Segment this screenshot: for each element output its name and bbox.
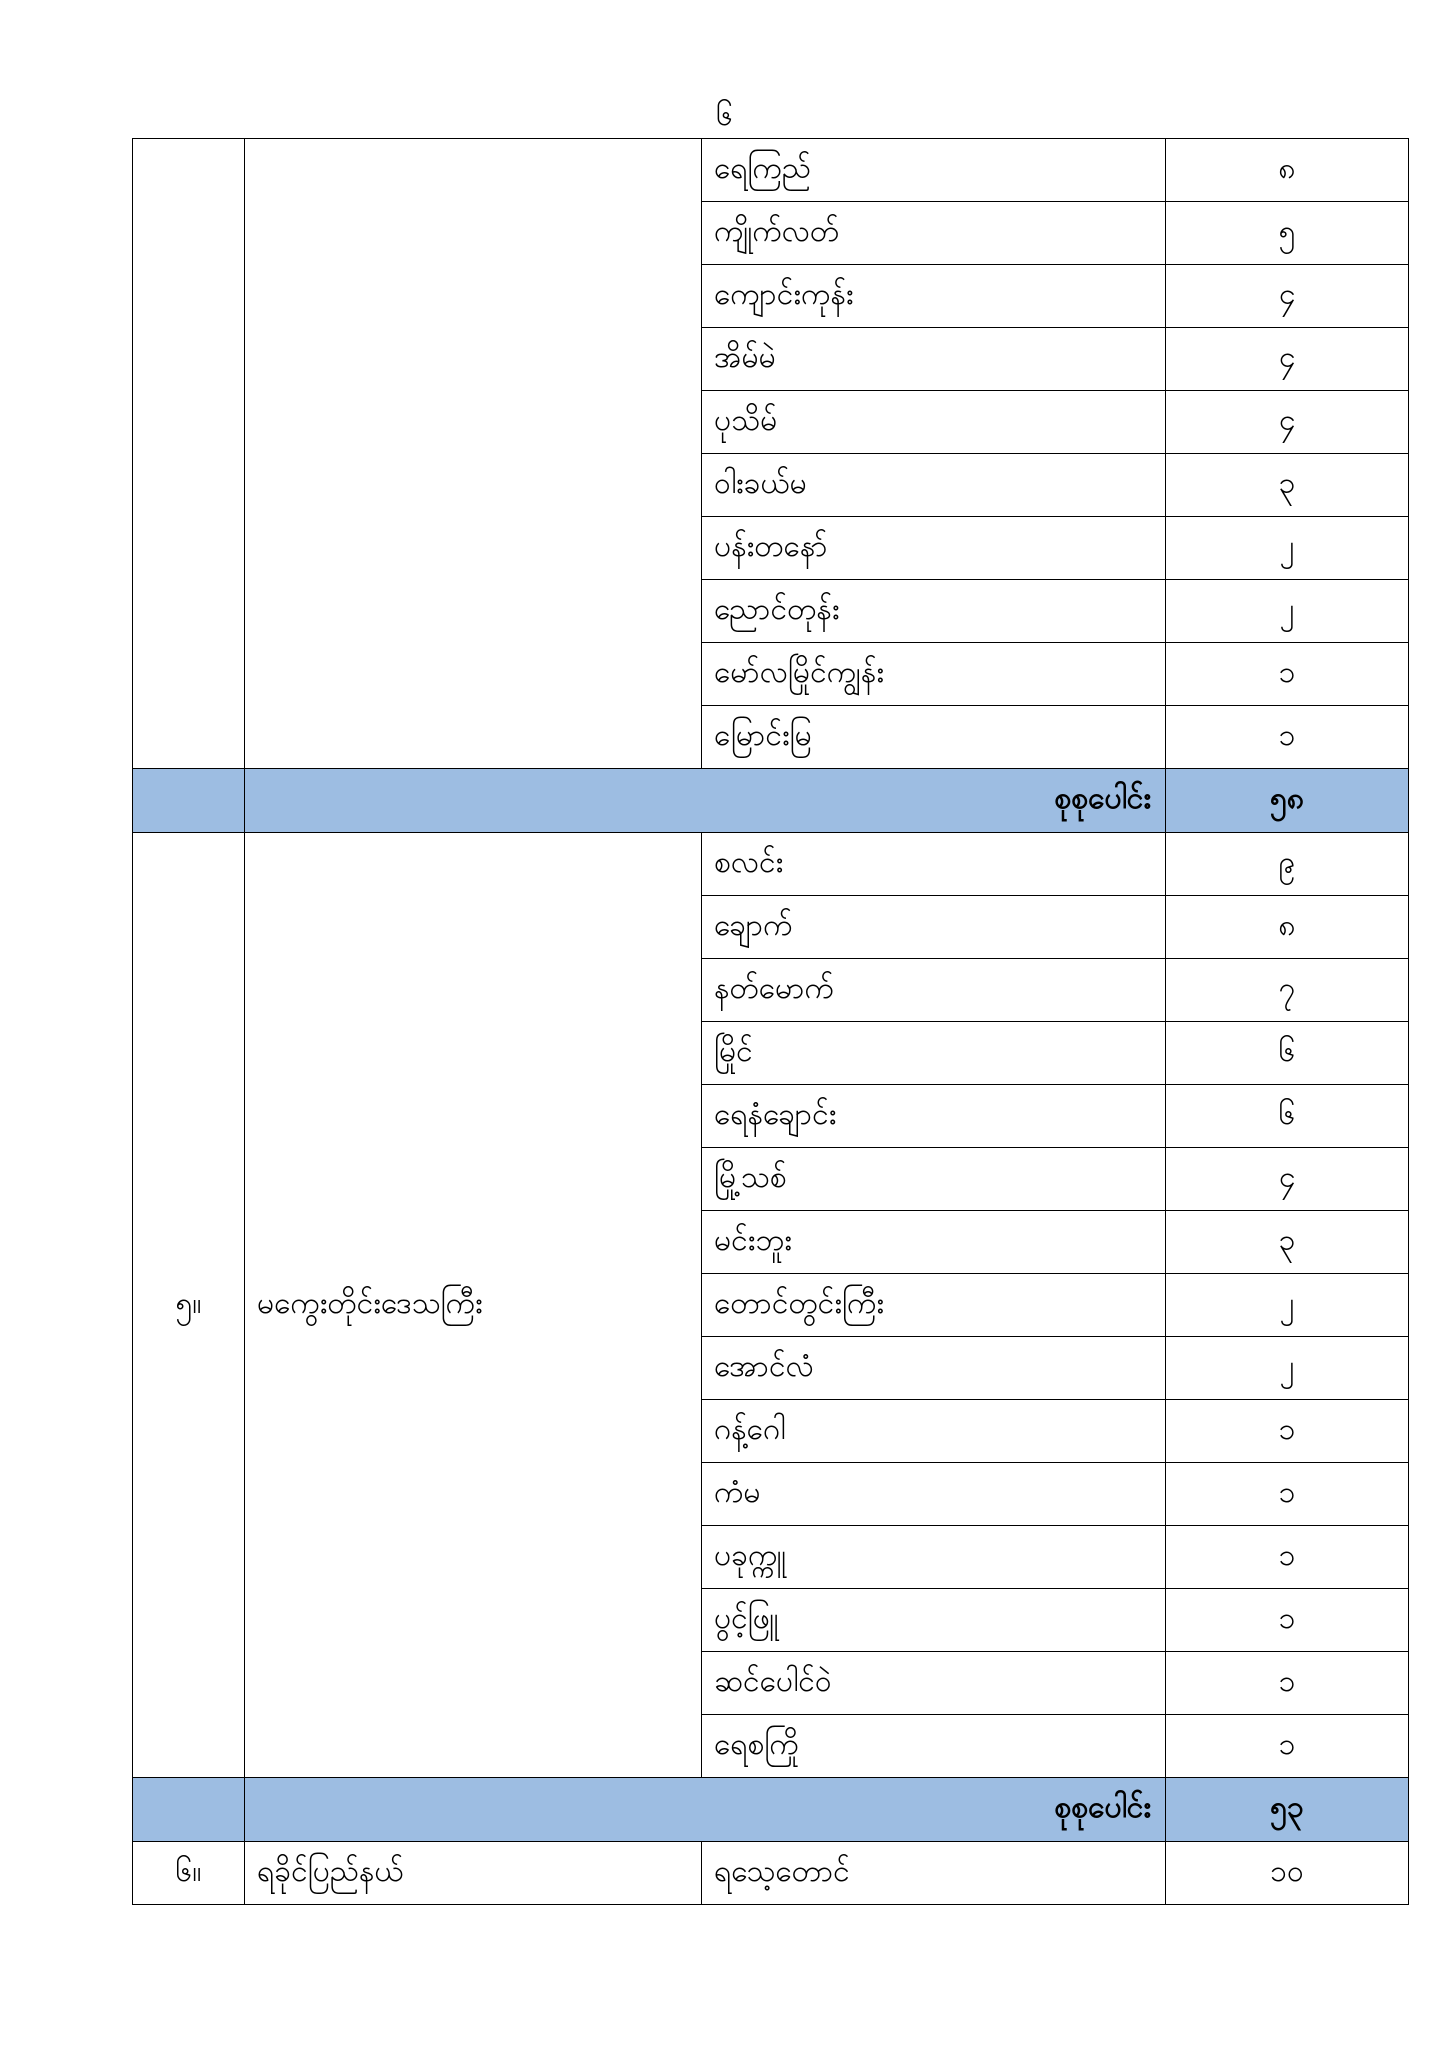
- table-row: [133, 833, 1409, 896]
- count-cell: ၂: [1166, 1337, 1409, 1400]
- region-cell: ရခိုင်ပြည်နယ်: [245, 1842, 702, 1905]
- count-cell: ၄: [1166, 328, 1409, 391]
- township-cell: ပန်းတနော်: [702, 517, 1166, 580]
- township-cell: ဆင်ပေါင်ဝဲ: [702, 1652, 1166, 1715]
- count-cell: ၁: [1166, 1526, 1409, 1589]
- total-value: ၅၃: [1166, 1778, 1409, 1842]
- count-cell: ၆: [1166, 1022, 1409, 1085]
- count-cell: ၁: [1166, 706, 1409, 769]
- township-cell: ရသေ့တောင်: [702, 1842, 1166, 1905]
- count-cell: ၅: [1166, 202, 1409, 265]
- township-cell: ကျောင်းကုန်း: [702, 265, 1166, 328]
- region-cell: [245, 139, 702, 769]
- township-cell: ရေနံချောင်း: [702, 1085, 1166, 1148]
- township-cell: ရေကြည်: [702, 139, 1166, 202]
- page-number: ၆: [716, 98, 733, 133]
- township-cell: ချောက်: [702, 896, 1166, 959]
- township-cell: ညောင်တုန်း: [702, 580, 1166, 643]
- township-cell: မြောင်းမြ: [702, 706, 1166, 769]
- serial-number-cell: [133, 139, 245, 769]
- count-cell: ၄: [1166, 391, 1409, 454]
- total-label: စုစုပေါင်း: [245, 1778, 1166, 1842]
- count-cell: ၄: [1166, 265, 1409, 328]
- total-value: ၅၈: [1166, 769, 1409, 833]
- total-label: စုစုပေါင်း: [245, 769, 1166, 833]
- table-row: [133, 1842, 1409, 1905]
- count-cell: ၂: [1166, 1274, 1409, 1337]
- count-cell: ၁: [1166, 1463, 1409, 1526]
- township-count-table: [132, 138, 1409, 1905]
- serial-number-cell: ၆။: [133, 1842, 245, 1905]
- township-cell: တောင်တွင်းကြီး: [702, 1274, 1166, 1337]
- table-body: [133, 139, 1409, 1905]
- township-cell: အောင်လံ: [702, 1337, 1166, 1400]
- township-cell: ပခုက္ကူ: [702, 1526, 1166, 1589]
- township-cell: ဝါးခယ်မ: [702, 454, 1166, 517]
- township-cell: ရေစကြို: [702, 1715, 1166, 1778]
- count-cell: ၃: [1166, 454, 1409, 517]
- count-cell: ၂: [1166, 580, 1409, 643]
- township-cell: ကံမ: [702, 1463, 1166, 1526]
- township-cell: ဂန့်ဂေါ: [702, 1400, 1166, 1463]
- count-cell: ၆: [1166, 1085, 1409, 1148]
- count-cell: ၉: [1166, 833, 1409, 896]
- serial-number-cell: ၅။: [133, 833, 245, 1778]
- township-cell: ကျိုက်လတ်: [702, 202, 1166, 265]
- count-cell: ၃: [1166, 1211, 1409, 1274]
- count-cell: ၁: [1166, 1652, 1409, 1715]
- count-cell: ၁: [1166, 1400, 1409, 1463]
- count-cell: ၈: [1166, 139, 1409, 202]
- count-cell: ၁: [1166, 643, 1409, 706]
- township-cell: မော်လမြိုင်ကျွန်း: [702, 643, 1166, 706]
- total-blank-cell: [133, 1778, 245, 1842]
- township-cell: စလင်း: [702, 833, 1166, 896]
- count-cell: ၁: [1166, 1715, 1409, 1778]
- count-cell: ၇: [1166, 959, 1409, 1022]
- count-cell: ၄: [1166, 1148, 1409, 1211]
- total-row: [133, 769, 1409, 833]
- count-cell: ၁: [1166, 1589, 1409, 1652]
- township-cell: မြို့သစ်: [702, 1148, 1166, 1211]
- count-cell: ၂: [1166, 517, 1409, 580]
- table-row: [133, 139, 1409, 202]
- count-cell: ၈: [1166, 896, 1409, 959]
- region-cell: မကွေးတိုင်းဒေသကြီး: [245, 833, 702, 1778]
- township-cell: နတ်မောက်: [702, 959, 1166, 1022]
- township-cell: မြိုင်: [702, 1022, 1166, 1085]
- township-cell: မင်းဘူး: [702, 1211, 1166, 1274]
- township-cell: အိမ်မဲ: [702, 328, 1166, 391]
- total-blank-cell: [133, 769, 245, 833]
- township-cell: ပွင့်ဖြူ: [702, 1589, 1166, 1652]
- township-cell: ပုသိမ်: [702, 391, 1166, 454]
- total-row: [133, 1778, 1409, 1842]
- count-cell: ၁၀: [1166, 1842, 1409, 1905]
